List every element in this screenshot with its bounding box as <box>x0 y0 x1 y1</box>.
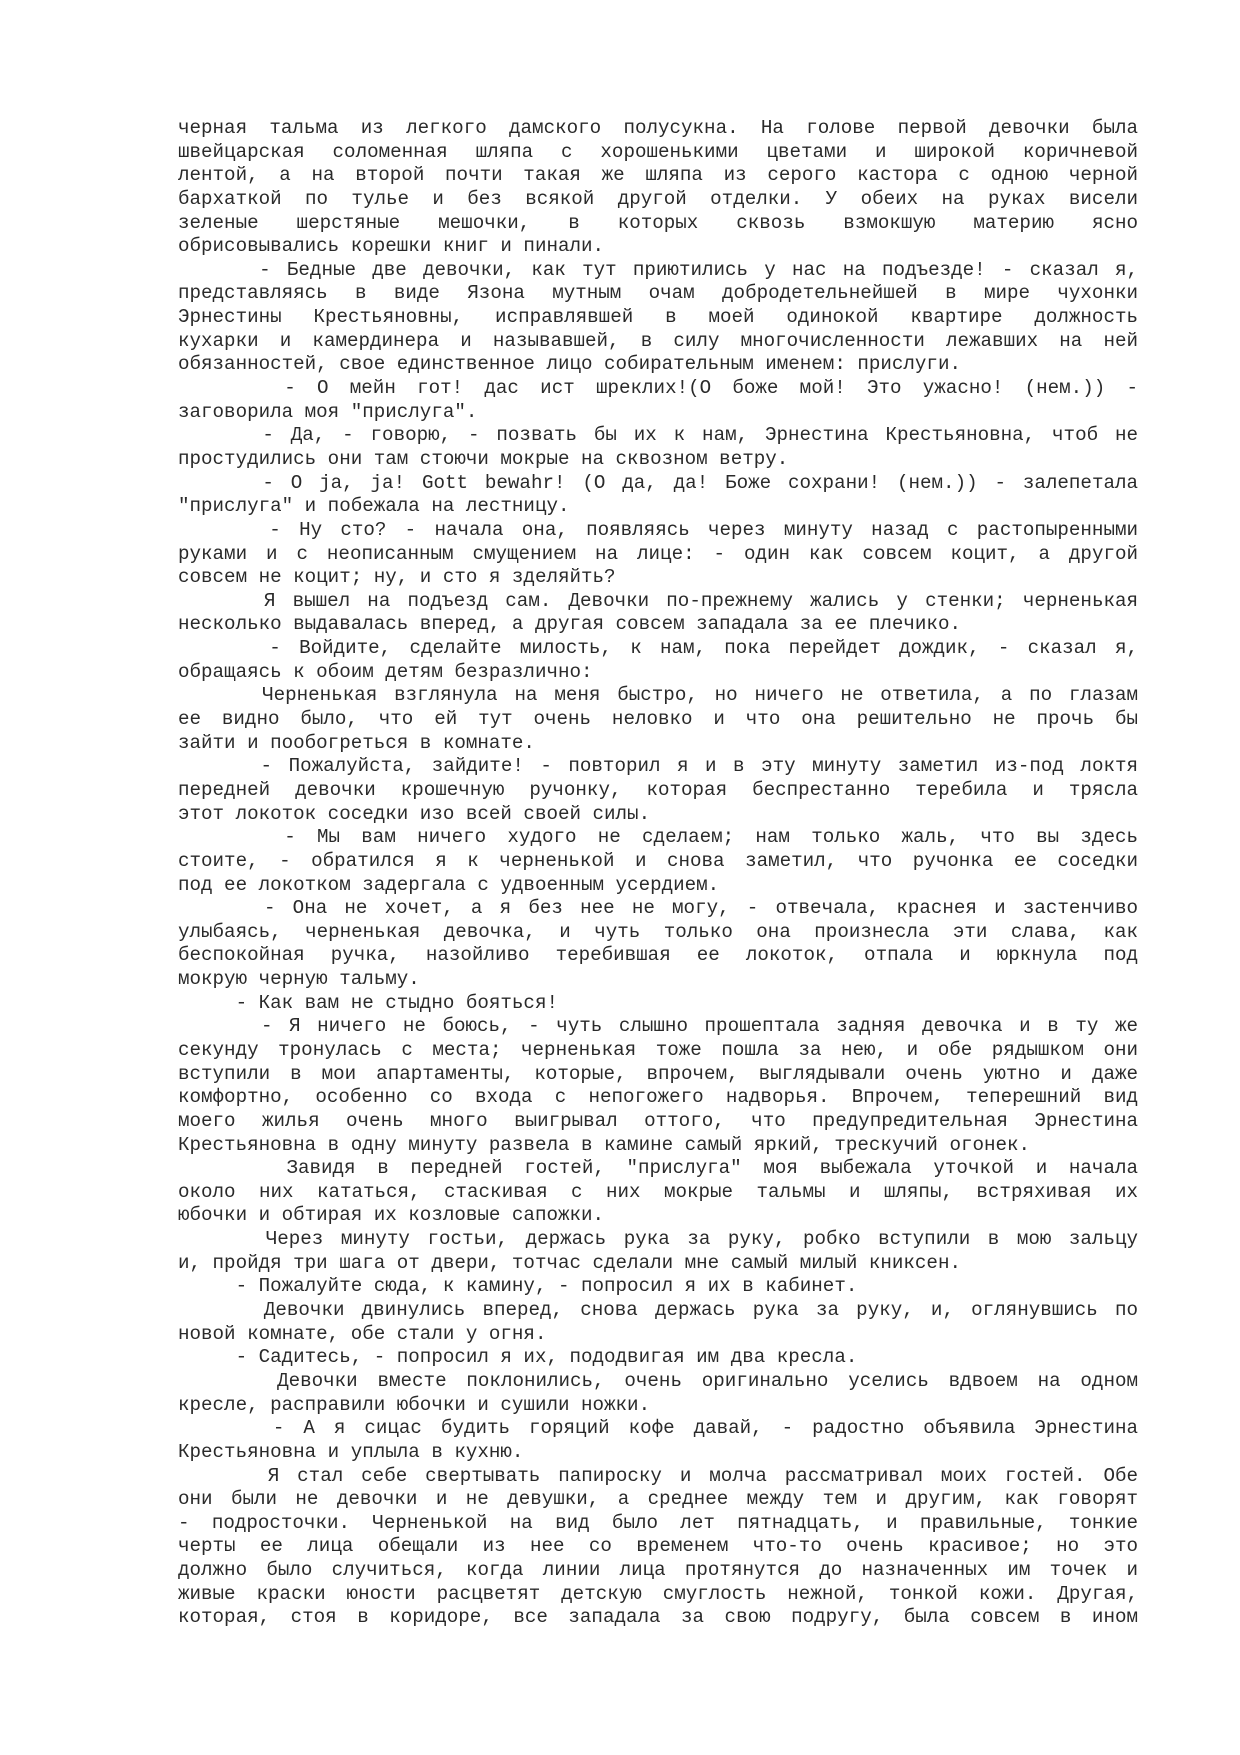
text-line: - Пожалуйста, зайдите! - повторил я и в эту минуту заметил из-под локтя <box>178 755 1138 778</box>
text-line: кресле, расправили юбочки и сушили ножки. <box>178 1393 651 1416</box>
text-line: - Пожалуйте сюда, к камину, - попросил я их в кабинет. <box>178 1275 858 1298</box>
text-line: около них кататься, стаскивая с них мокрые тальмы и шляпы, встряхивая их <box>178 1180 1138 1203</box>
text-line: комфортно, особенно со входа с непогожего надворья. Впрочем, теперешний вид <box>178 1086 1138 1109</box>
text-line: - О мейн гот! дас ист шреклих!(О боже мой! Это ужасно! (нем.)) - <box>178 377 1138 400</box>
text-line: представляясь в виде Язона мутным очам добродетельнейшей в мире чухонки <box>178 282 1138 305</box>
text-line: Девочки вместе поклонились, очень оригинально уселись вдвоем на одном <box>178 1369 1138 1392</box>
text-line: - Мы вам ничего худого не сделаем; нам только жаль, что вы здесь <box>178 826 1138 849</box>
text-line: простудились они там стоючи мокрые на сквозном ветру. <box>178 447 789 470</box>
text-line: юбочки и обтирая их козловые сапожки. <box>178 1204 605 1227</box>
text-line: зайти и пообогреться в комнате. <box>178 731 535 754</box>
text-line: передней девочки крошечную ручонку, которая беспрестанно теребила и трясла <box>178 778 1138 801</box>
text-line: заговорила моя "прислуга". <box>178 400 478 423</box>
text-line: - Ну сто? - начала она, появляясь через минуту назад с растопыренными <box>178 518 1138 541</box>
text-line: и, пройдя три шага от двери, тотчас сделали мне самый милый книксен. <box>178 1251 961 1274</box>
body-text <box>178 117 1138 1630</box>
text-line: улыбаясь, черненькая девочка, и чуть только она произнесла эти слава, как <box>178 920 1138 943</box>
text-line: должно было случиться, когда линии лица протянутся до назначенных им точек и <box>178 1559 1138 1582</box>
text-line: черная тальма из легкого дамского полусукна. На голове первой девочки была <box>178 117 1138 139</box>
text-line: Через минуту гостьи, держась рука за руку, робко вступили в мою зальцу <box>178 1228 1138 1251</box>
text-line: они были не девочки и не девушки, а среднее между тем и другим, как говорят <box>178 1488 1138 1511</box>
text-line: Я вышел на подъезд сам. Девочки по-прежнему жались у стенки; черненькая <box>178 589 1138 612</box>
text-line: обрисовывались корешки книг и пинали. <box>178 235 605 258</box>
text-line: которая, стоя в коридоре, все западала за свою подругу, была совсем в ином <box>178 1606 1138 1629</box>
text-line: секунду тронулась с места; черненькая тоже пошла за нею, и обе рядышком они <box>178 1038 1138 1061</box>
text-line: - Войдите, сделайте милость, к нам, пока перейдет дождик, - сказал я, <box>178 637 1138 660</box>
text-line: моего жилья очень много выигрывал оттого, что предупредительная Эрнестина <box>178 1109 1138 1132</box>
text-line: - Как вам не стыдно бояться! <box>178 991 558 1014</box>
text-line: - Садитесь, - попросил я их, пододвигая им два кресла. <box>178 1346 858 1369</box>
text-line: беспокойная ручка, назойливо теребившая ее локоток, отпала и юркнула под <box>178 944 1138 967</box>
text-line: - Бедные две девочки, как тут приютились у нас на подъезде! - сказал я, <box>178 258 1138 281</box>
text-line: Крестьяновна и уплыла в кухню. <box>178 1440 524 1463</box>
text-line: - Я ничего не боюсь, - чуть слышно прошептала задняя девочка и в ту же <box>178 1015 1138 1038</box>
text-line: вступили в мои апартаменты, которые, впрочем, выглядывали очень уютно и даже <box>178 1062 1138 1085</box>
text-line: Эрнестины Крестьяновны, исправлявшей в моей одинокой квартире должность <box>178 306 1138 329</box>
text-line: кухарки и камердинера и называвшей, в силу многочисленности лежавших на ней <box>178 329 1138 352</box>
text-line: Девочки двинулись вперед, снова держась рука за руку, и, оглянувшись по <box>178 1299 1138 1322</box>
text-line: Завидя в передней гостей, "прислуга" моя выбежала уточкой и начала <box>178 1157 1138 1180</box>
text-line: - Да, - говорю, - позвать бы их к нам, Эрнестина Крестьяновна, чтоб не <box>178 424 1138 447</box>
text-line: лентой, а на второй почти такая же шляпа из серого кастора с одною черной <box>178 164 1138 187</box>
text-line: бархаткой по тулье и без всякой другой отделки. У обеих на руках висели <box>178 187 1138 210</box>
text-line: ее видно было, что ей тут очень неловко и что она решительно не прочь бы <box>178 708 1138 731</box>
text-line: обязанностей, свое единственное лицо собирательным именем: прислуги. <box>178 353 961 376</box>
text-line: совсем не коцит; ну, и сто я зделяйть? <box>178 566 616 589</box>
text-line: обращаясь к обоим детям безразлично: <box>178 660 593 683</box>
text-line: стоите, - обратился я к черненькой и снова заметил, что ручонка ее соседки <box>178 849 1138 872</box>
text-line: живые краски юности расцветят детскую смуглость нежной, тонкой кожи. Другая, <box>178 1582 1138 1605</box>
text-line: - О ja, ja! Gott bewahr! (О да, да! Боже сохрани! (нем.)) - залепетала <box>178 471 1138 494</box>
text-line: Черненькая взглянула на меня быстро, но ничего не ответила, а по глазам <box>178 684 1138 707</box>
text-line: этот локоток соседки изо всей своей силы. <box>178 802 651 825</box>
document-page <box>178 117 1138 1677</box>
text-line: зеленые шерстяные мешочки, в которых сквозь взмокшую материю ясно <box>178 211 1138 234</box>
text-line: - А я сицас будить горяций кофе давай, - радостно объявила Эрнестина <box>178 1417 1138 1440</box>
text-line: руками и с неописанным смущением на лице: - один как совсем коцит, а другой <box>178 542 1138 565</box>
text-line: швейцарская соломенная шляпа с хорошенькими цветами и широкой коричневой <box>178 140 1138 163</box>
text-line: "прислуга" и побежала на лестницу. <box>178 495 570 518</box>
text-line: Крестьяновна в одну минуту развела в камине самый яркий, трескучий огонек. <box>178 1133 1031 1156</box>
text-line: черты ее лица обещали из нее со временем что-то очень красивое; но это <box>178 1535 1138 1558</box>
text-line: под ее локотком задергала с удвоенным усердием. <box>178 873 720 896</box>
text-line: несколько выдавалась вперед, а другая совсем западала за ее плечико. <box>178 613 961 636</box>
text-line: новой комнате, обе стали у огня. <box>178 1322 547 1345</box>
text-line: - подросточки. Черненькой на вид было лет пятнадцать, и правильные, тонкие <box>178 1511 1138 1534</box>
text-line: мокрую черную тальму. <box>178 968 420 991</box>
text-line: - Она не хочет, а я без нее не могу, - отвечала, краснея и застенчиво <box>178 897 1138 920</box>
text-line: Я стал себе свертывать папироску и молча рассматривал моих гостей. Обе <box>178 1464 1138 1487</box>
